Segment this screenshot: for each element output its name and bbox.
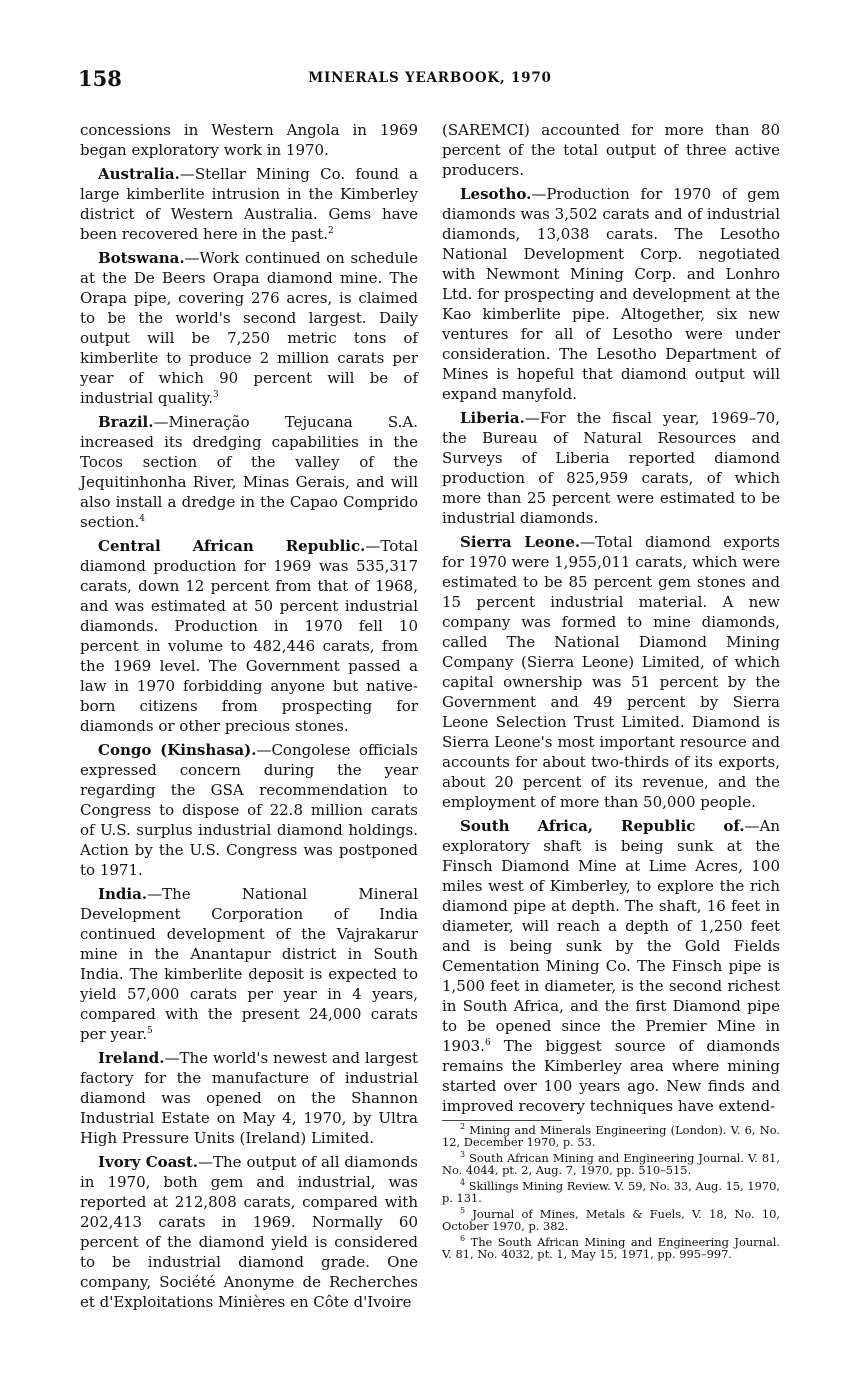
paragraph-text: —Total diamond exports for 1970 were 1,955,011 carats, which were estimated to be 85 percent gem stones and 15 percent industrial material. A new company was formed to mine diamonds, called The National Diamond Mining Company (Sierra Leone) Limited, of which capital ownership was 51 percent by the Government and 49 percent by Sierra Leone Selection Trust Limited. Diamond is Sierra Leone's most important resource and accounts for about two-thirds of its exports, about 20 percent of its revenue, and the employment of more than 50,000 people. [442, 533, 780, 811]
paragraph-liberia [442, 408, 780, 528]
footnote-number: 2 [460, 1122, 466, 1132]
paragraph-text: —Work continued on schedule at the De Beers Orapa diamond mine. The Orapa pipe, covering 276 acres, is claimed to be the world's second largest. Daily output will be 7,250 metric tons of kimberlite to produce 2 million carats per year of which 90 percent will be of industrial quality. [80, 249, 418, 407]
paragraph-congo [80, 740, 418, 880]
footnote-number: 6 [460, 1234, 466, 1244]
section-lead-lesotho: Lesotho. [460, 185, 532, 203]
footnote [442, 1180, 780, 1204]
paragraph-text: —Congolese officials expressed concern during the year regarding the GSA recommendation to Congress to dispose of 22.8 million carats of U.S. surplus industrial diamond holdings. Action by the U.S. Congress was postponed to 1971. [80, 741, 418, 879]
paragraph-text: —Production for 1970 of gem diamonds was 3,502 carats and of industrial diamonds, 13,038 carats. The Lesotho National Development Corp. negotiated with Newmont Mining Corp. and Lonhro Ltd. for prospecting and development at the Kao kimberlite pipe. Altogether, six new ventures for all of Lesotho were under consideration. The Lesotho Department of Mines is hopeful that diamond output will expand manyfold. [442, 185, 780, 403]
paragraph-text: —For the fiscal year, 1969–70, the Bureau of Natural Resources and Surveys of Liberia reported diamond production of 825,959 carats, of which more than 25 percent were estimated to be industrial diamonds. [442, 409, 780, 527]
paragraph-ireland [80, 1048, 418, 1148]
footnote [442, 1208, 780, 1232]
left-column [80, 120, 418, 1316]
paragraph-text: —The output of all diamonds in 1970, both gem and industrial, was reported at 212,808 carats, compared with 202,413 carats in 1969. Normally 60 percent of the diamond yield is considered to be industrial diamond grade. One company, Société Anonyme de Recherches et d'Exploitations Minières en Côte d'Ivoire [80, 1153, 418, 1311]
paragraph-sierra-leone [442, 532, 780, 812]
section-lead-congo: Congo (Kinshasa). [98, 741, 257, 759]
footnotes [442, 1120, 780, 1260]
footnote-text: South African Mining and Engineering Journal. V. 81, No. 4044, pt. 2, Aug. 7, 1970, pp. 510–515. [442, 1151, 781, 1177]
right-column [442, 120, 780, 1264]
footnote-ref: 6 [484, 1038, 491, 1048]
paragraph-text: —The National Mineral Development Corporation of India continued development of the Vajrakarur mine in the Anantapur district in South India. The kimberlite deposit is expected to yield 57,000 carats per year in 4 years, compared with the present 24,000 carats per year. [80, 885, 418, 1043]
section-lead-india: India. [98, 885, 148, 903]
section-lead-botswana: Botswana. [98, 249, 185, 267]
footnote-number: 3 [460, 1150, 466, 1160]
paragraph-ivory-coast [80, 1152, 418, 1312]
paragraph-text: —An exploratory shaft is being sunk at the Finsch Diamond Mine at Lime Acres, 100 miles west of Kimberley, to explore the rich diamond pipe at depth. The shaft, 16 feet in diameter, will reach a depth of 1,250 feet and is being sunk by the Gold Fields Cementation Mining Co. The Finsch pipe is 1,500 feet in diameter, is the second richest in South Africa, and the first Diamond pipe to be opened since the Premier Mine in 1903. [442, 817, 780, 1055]
paragraph-brazil [80, 412, 418, 532]
paragraph-ivory-coast-continued [442, 120, 780, 180]
running-title: MINERALS YEARBOOK, 1970 [308, 70, 552, 86]
footnote-ref: 4 [139, 514, 145, 524]
paragraph-australia [80, 164, 418, 244]
page-number: 158 [78, 66, 122, 91]
paragraph-botswana [80, 248, 418, 408]
paragraph-text: —Mineração Tejucana S.A. increased its dredging capabilities in the Tocos section of the valley of the Jequitinhonha River, Minas Gerais, and will also install a dredge in the Capao Comprido section. [80, 413, 418, 531]
paragraph-south-africa [442, 816, 780, 1116]
footnote [442, 1124, 780, 1148]
footnote-text: Skillings Mining Review. V. 59, No. 33, Aug. 15, 1970, p. 131. [442, 1179, 780, 1205]
footnote-text: Mining and Minerals Engineering (London). V. 6, No. 12, December 1970, p. 53. [442, 1123, 780, 1149]
section-lead-brazil: Brazil. [98, 413, 154, 431]
footnote [442, 1236, 780, 1260]
section-lead-australia: Australia. [98, 165, 180, 183]
section-lead-south-africa: South Africa, Republic of. [460, 817, 745, 835]
section-lead-ivory-coast: Ivory Coast. [98, 1153, 199, 1171]
footnote [442, 1152, 780, 1176]
section-lead-liberia: Liberia. [460, 409, 525, 427]
paragraph-india [80, 884, 418, 1044]
footnote-number: 4 [460, 1178, 466, 1188]
footnote-number: 5 [460, 1206, 466, 1216]
footnote-text: The South African Mining and Engineering Journal. V. 81, No. 4032, pt. 1, May 15, 1971, pp. 995–997. [442, 1235, 780, 1261]
paragraph-text: concessions in Western Angola in 1969 began exploratory work in 1970. [80, 121, 418, 159]
paragraph-text: —Stellar Mining Co. found a large kimberlite intrusion in the Kimberley district of Western Australia. Gems have been recovered here in the past. [80, 165, 418, 243]
section-lead-car: Central African Republic. [98, 537, 366, 555]
paragraph-text: —The world's newest and largest factory for the manufacture of industrial diamond was opened on the Shannon Industrial Estate on May 4, 1970, by Ultra High Pressure Units (Ireland) Limited. [80, 1049, 418, 1147]
paragraph-central-african-republic [80, 536, 418, 736]
section-lead-sierra-leone: Sierra Leone. [460, 533, 581, 551]
footnote-ref: 5 [147, 1026, 153, 1036]
paragraph-text: The biggest source of diamonds remains the Kimberley area where mining started over 100 years ago. New finds and improved recovery techniques have extend- [442, 1037, 780, 1115]
section-lead-ireland: Ireland. [98, 1049, 165, 1067]
paragraph-lesotho [442, 184, 780, 404]
footnote-ref: 3 [213, 390, 219, 400]
paragraph-text: —Total diamond production for 1969 was 535,317 carats, down 12 percent from that of 1968, and was estimated at 50 percent industrial diamonds. Production in 1970 fell 10 percent in volume to 482,446 carats, from the 1969 level. The Government passed a law in 1970 forbidding anyone but native-born citizens from prospecting for diamonds or other precious stones. [80, 537, 418, 735]
paragraph-text: (SAREMCI) accounted for more than 80 percent of the total output of three active producers. [442, 121, 780, 179]
footnote-text: Journal of Mines, Metals & Fuels, V. 18, No. 10, October 1970, p. 382. [442, 1207, 780, 1233]
paragraph-angola-continued [80, 120, 418, 160]
page-header [78, 66, 782, 98]
footnote-ref: 2 [327, 226, 334, 236]
